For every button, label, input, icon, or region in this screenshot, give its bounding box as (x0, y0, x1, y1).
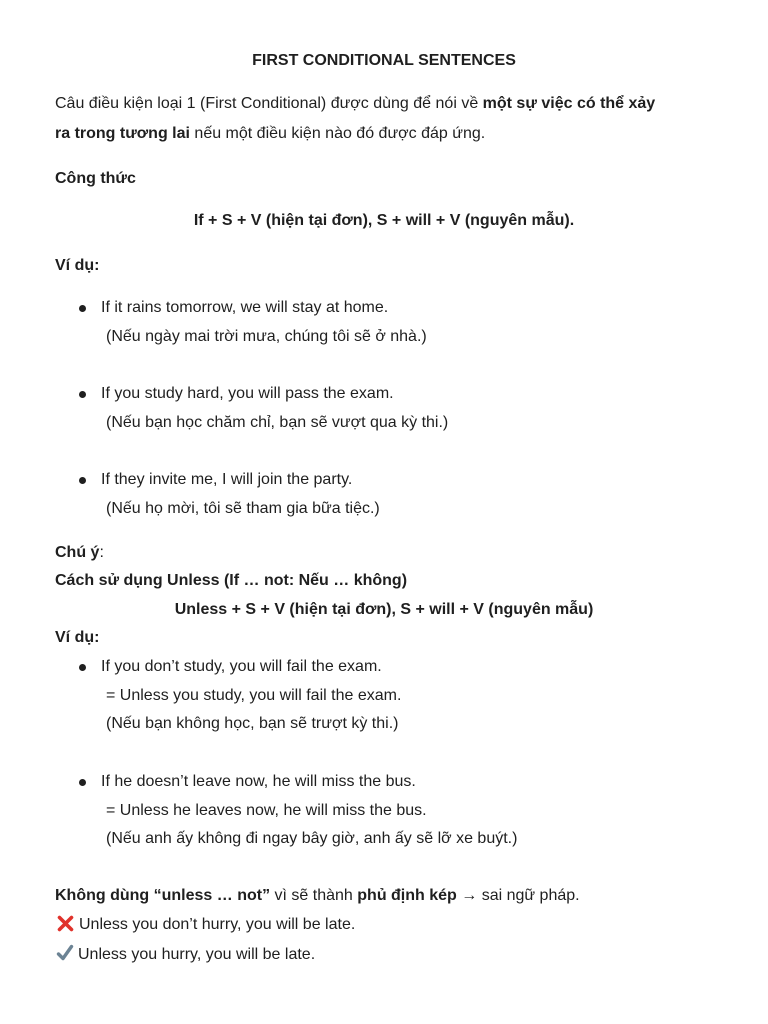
bullet-icon (79, 391, 86, 398)
bullet-icon (79, 477, 86, 484)
right-example (56, 944, 315, 965)
example-translation: (Nếu bạn học chăm chỉ, bạn sẽ vượt qua kỳ thi.) (106, 414, 449, 431)
intro-emphasis: ra trong tương lai (55, 125, 190, 142)
intro-line-1 (55, 94, 655, 114)
cross-mark-icon (57, 915, 74, 932)
example-equivalent: = Unless you study, you will fail the exam. (106, 687, 402, 704)
intro-line-2 (55, 124, 485, 144)
unless-formula: Unless + S + V (hiện tại đơn), S + will + V (nguyên mẫu) (174, 601, 594, 618)
formula-heading: Công thức (55, 170, 136, 187)
unless-examples-heading: Ví dụ: (55, 629, 100, 646)
note-colon: : (99, 544, 104, 561)
check-mark-icon (56, 944, 74, 962)
warning-text: vì sẽ thành (270, 887, 358, 904)
warning-line (55, 886, 580, 906)
examples-heading: Ví dụ: (55, 257, 100, 274)
bullet-icon (79, 779, 86, 786)
formula: If + S + V (hiện tại đơn), S + will + V (nguyên mẫu). (193, 212, 575, 229)
bullet-icon (79, 664, 86, 671)
example-equivalent: = Unless he leaves now, he will miss the bus. (106, 802, 427, 819)
cross-mark-shape (57, 915, 74, 932)
right-example-text: Unless you hurry, you will be late. (78, 946, 316, 963)
check-mark-stroke (59, 947, 72, 959)
page-title: FIRST CONDITIONAL SENTENCES (252, 52, 516, 69)
example-sentence: If it rains tomorrow, we will stay at home. (101, 299, 389, 316)
example-translation: (Nếu bạn không học, bạn sẽ trượt kỳ thi.) (106, 715, 399, 732)
check-mark-shape (56, 944, 74, 962)
example-sentence: If they invite me, I will join the party. (101, 471, 353, 488)
example-translation: (Nếu ngày mai trời mưa, chúng tôi sẽ ở nhà.) (106, 328, 427, 345)
unless-heading: Cách sử dụng Unless (If … not: Nếu … không) (55, 572, 408, 589)
example-sentence: If you don’t study, you will fail the exam. (101, 658, 382, 675)
intro-text: Câu điều kiện loại 1 (First Conditional) được dùng để nói về (55, 95, 483, 112)
cross-mark-stroke (60, 918, 72, 930)
warning-text: → sai ngữ pháp. (456, 887, 580, 904)
warning-emphasis: Không dùng “unless … not” (55, 887, 271, 904)
note-label-text: Chú ý (55, 544, 100, 561)
bullet-icon (79, 305, 86, 312)
example-translation: (Nếu họ mời, tôi sẽ tham gia bữa tiệc.) (106, 500, 380, 517)
example-sentence: If he doesn’t leave now, he will miss the bus. (101, 773, 416, 790)
intro-emphasis: một sự việc có thể xảy (482, 95, 656, 112)
intro-text: nếu một điều kiện nào đó được đáp ứng. (189, 125, 486, 142)
wrong-example-text: Unless you don’t hurry, you will be late. (79, 916, 356, 933)
example-sentence: If you study hard, you will pass the exam. (101, 385, 394, 402)
note-label (55, 543, 104, 563)
wrong-example (57, 915, 355, 935)
example-translation: (Nếu anh ấy không đi ngay bây giờ, anh ấy sẽ lỡ xe buýt.) (106, 830, 518, 847)
warning-emphasis: phủ định kép (357, 887, 457, 904)
